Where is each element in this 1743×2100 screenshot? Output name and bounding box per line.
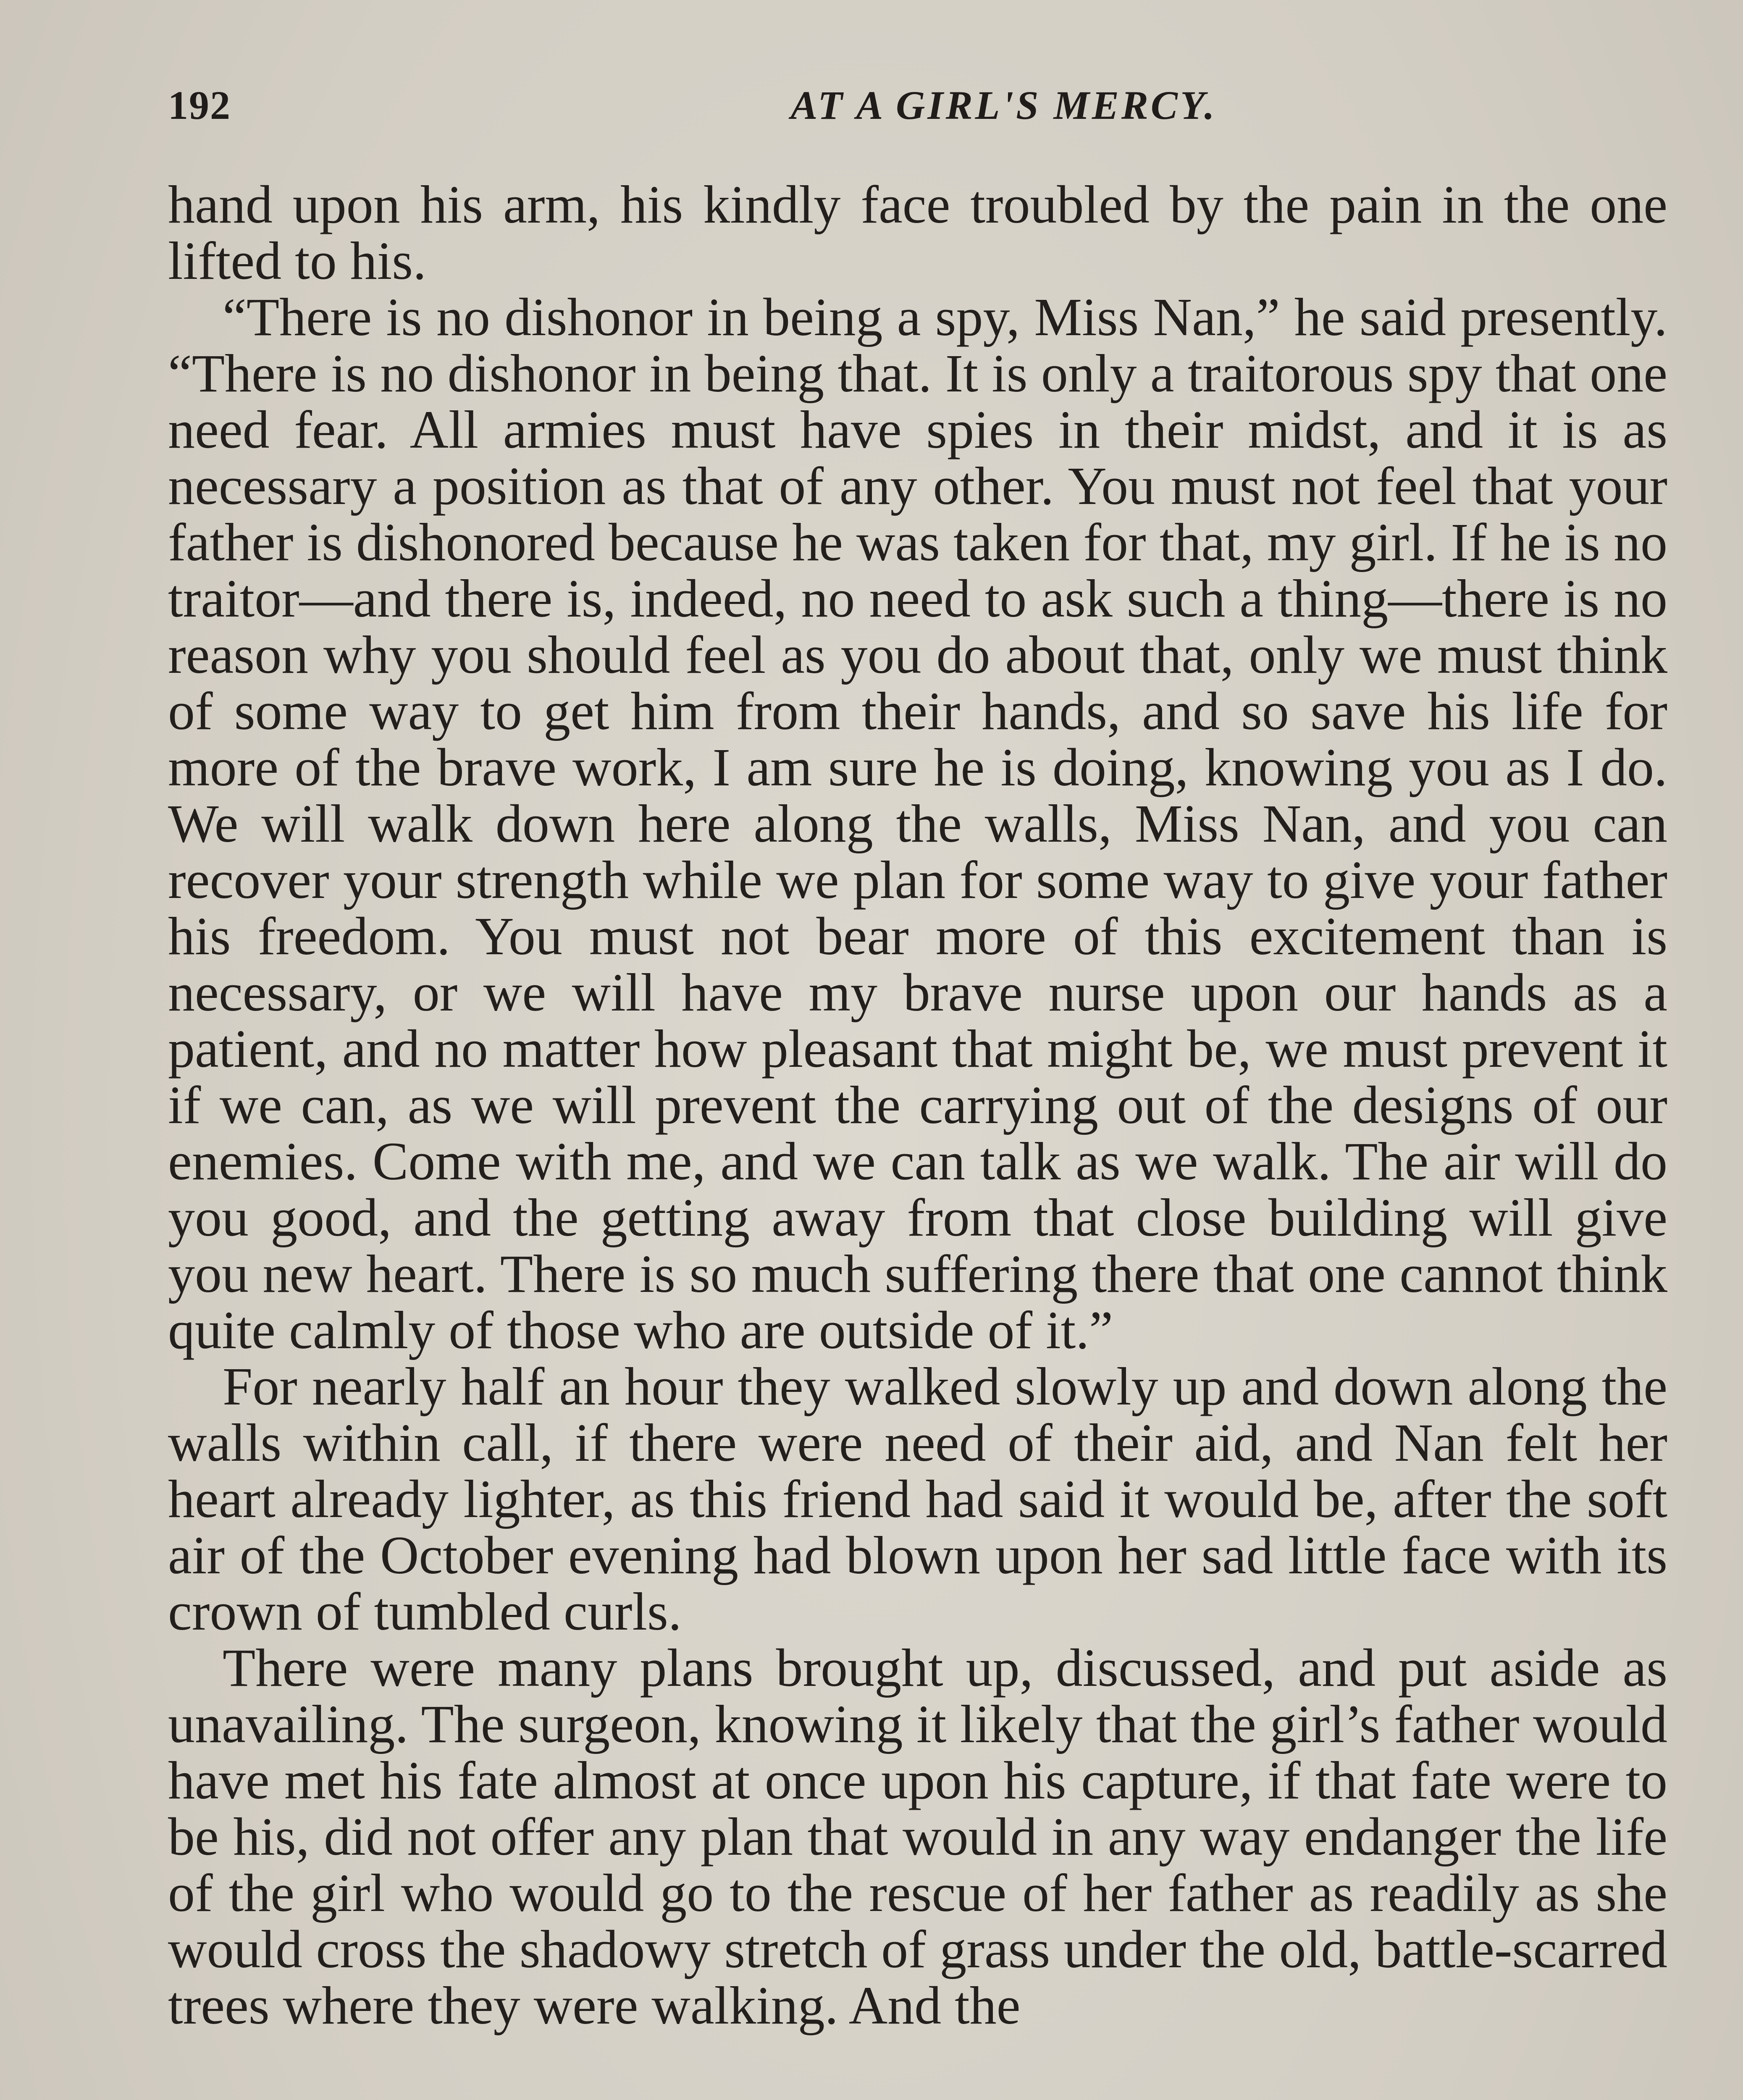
paragraph-continued: hand upon his arm, his kindly face troubled by the pain in the one lifted to his.	[168, 175, 1667, 291]
paragraph-surgeon-speech: “There is no dishonor in being a spy, Miss Nan,” he said presently. “There is no dishonor in being that. It is only a traitorous spy that one need fear. All armies must have spies in their midst, and it is as necessary a position as that of any other. You must not feel that your father is dishonored because he was taken for that, my girl. If he is no traitor—and there is, indeed, no need to ask such a thing—there is no reason why you should feel as you do about that, only we must think of some way to get him from their hands, and so save his life for more of the brave work, I am sure he is doing, knowing you as I do. We will walk down here along the walls, Miss Nan, and you can recover your strength while we plan for some way to give your father his freedom. You must not bear more of this excitement than is necessary, or we will have my brave nurse upon our hands as a patient, and no matter how pleasant that might be, we must prevent it if we can, as we will prevent the carrying out of the designs of our enemies. Come with me, and we can talk as we walk. The air will do you good, and the getting away from that close building will give you new heart. There is so much suffering there that one cannot think quite calmly of those who are outside of it.”	[168, 287, 1667, 1360]
page-number: 192	[168, 83, 231, 128]
paragraph-plans: There were many plans brought up, discussed, and put aside as unavailing. The surgeon, knowing it likely that the girl’s father would have met his fate almost at once upon his capture, if that fate were to be his, did not offer any plan that would in any way endanger the life of the girl who would go to the rescue of her father as readily as she would cross the shadowy stretch of grass under the old, battle-scarred trees where they were walking. And the	[168, 1638, 1667, 2035]
body-text	[168, 176, 1667, 2034]
paragraph-walk: For nearly half an hour they walked slowly up and down along the walls within call, if there were need of their aid, and Nan felt her heart already lighter, as this friend had said it would be, after the soft air of the October evening had blown upon her sad little face with its crown of tumbled curls.	[168, 1357, 1667, 1641]
page-header	[168, 78, 1663, 145]
running-head-title: AT A GIRL'S MERCY.	[790, 83, 1217, 128]
